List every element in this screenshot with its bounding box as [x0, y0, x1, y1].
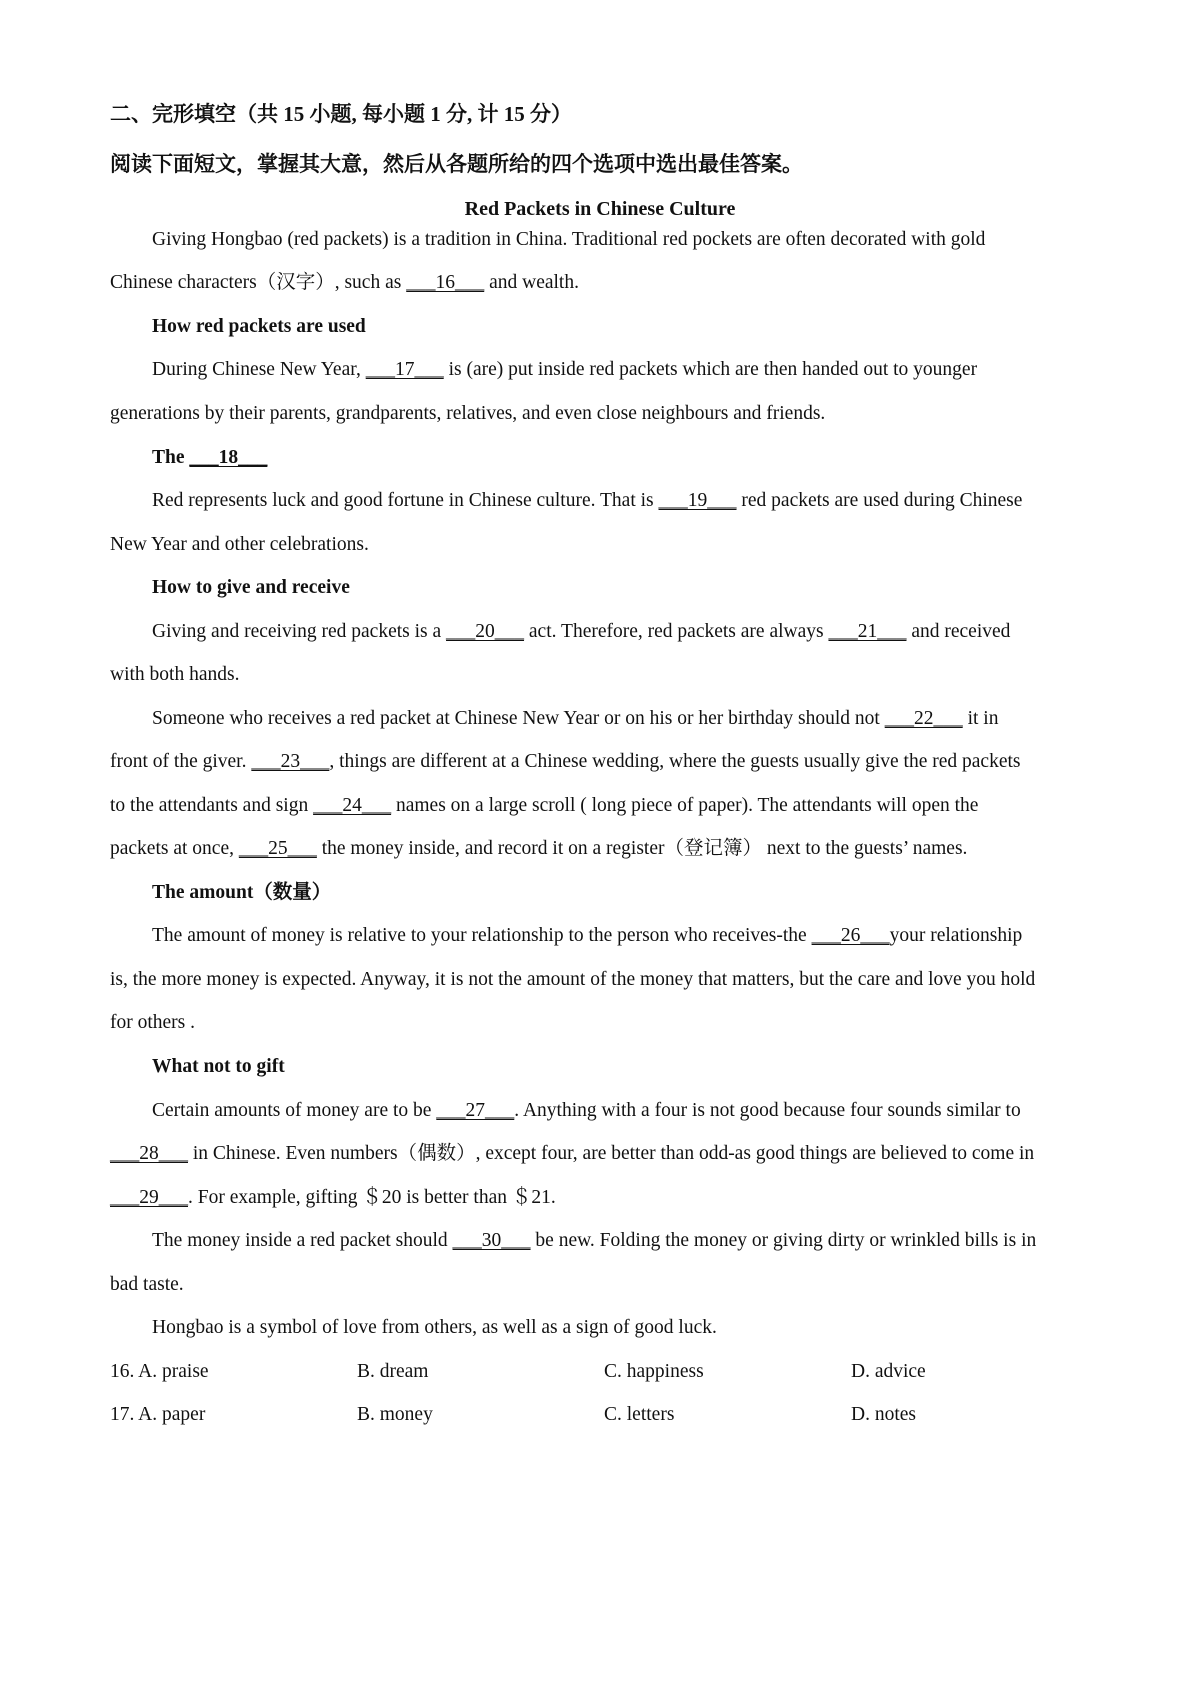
text-run: . For example, gifting ＄20 is better than ＄21. — [188, 1187, 556, 1208]
option-d[interactable]: D. notes — [851, 1404, 916, 1425]
subheading-how-used: How red packets are used — [152, 316, 366, 337]
paragraph-line — [152, 618, 1010, 646]
text-run: packets at once, — [110, 838, 239, 859]
text-run: The — [152, 447, 190, 468]
option-b[interactable]: B. dream — [357, 1361, 429, 1382]
text-run: to the attendants and sign — [110, 795, 314, 816]
text-run: Someone who receives a red packet at Chinese New Year or on his or her birthday should not — [152, 708, 885, 729]
article-title: Red Packets in Chinese Culture — [464, 198, 736, 220]
subheading-give-receive: How to give and receive — [152, 577, 350, 598]
text-run: and wealth. — [484, 272, 579, 293]
text-run: and received — [906, 621, 1011, 642]
blank-18: ___18___ — [189, 447, 268, 468]
blank-28: ___28___ — [110, 1143, 188, 1164]
paragraph-line — [152, 922, 1022, 950]
blank-16: ___16___ — [406, 272, 485, 293]
text-run: During Chinese New Year, — [152, 359, 366, 380]
paragraph-line — [110, 1140, 1034, 1168]
text-run: your relationship — [889, 925, 1023, 946]
paragraph-line — [110, 269, 579, 297]
paragraph-line — [110, 748, 1020, 776]
paragraph-line: generations by their parents, grandparents, relatives, and even close neighbours and friends. — [110, 403, 826, 424]
subheading-amount: The amount（数量） — [152, 882, 332, 903]
blank-29: ___29___ — [110, 1187, 188, 1208]
text-run: front of the giver. — [110, 751, 252, 772]
option-a[interactable]: 16. A. praise — [110, 1361, 209, 1382]
text-run: red packets are used during Chinese — [736, 490, 1023, 511]
blank-22: ___22___ — [884, 708, 963, 729]
text-run: act. Therefore, red packets are always — [524, 621, 829, 642]
section-instruction: 阅读下面短文，掌握其大意，然后从各题所给的四个选项中选出最佳答案。 — [110, 152, 803, 176]
text-run: it in — [962, 708, 999, 729]
blank-19: ___19___ — [658, 490, 737, 511]
text-run: Red represents luck and good fortune in Chinese culture. That is — [152, 490, 659, 511]
blank-20: ___20___ — [446, 621, 525, 642]
paragraph-line — [152, 1097, 1021, 1125]
blank-24: ___24___ — [313, 795, 392, 816]
text-run: Certain amounts of money are to be — [152, 1100, 437, 1121]
option-c[interactable]: C. happiness — [604, 1361, 704, 1382]
text-run: the money inside, and record it on a register（登记簿） next to the guests’ names. — [316, 838, 968, 859]
paragraph-line: Hongbao is a symbol of love from others, as well as a sign of good luck. — [152, 1317, 717, 1338]
subheading-what-not: What not to gift — [152, 1056, 285, 1077]
blank-17: ___17___ — [365, 359, 444, 380]
paragraph-line — [152, 705, 998, 733]
paragraph-line — [152, 356, 977, 384]
text-run: be new. Folding the money or giving dirty or wrinkled bills is in — [530, 1230, 1037, 1251]
option-a[interactable]: 17. A. paper — [110, 1404, 206, 1425]
blank-23: ___23___ — [251, 751, 330, 772]
subheading-the-18 — [152, 444, 267, 472]
blank-25: ___25___ — [238, 838, 317, 859]
blank-26: ___26___ — [811, 925, 890, 946]
paragraph-line: New Year and other celebrations. — [110, 534, 369, 555]
paragraph-line — [110, 835, 967, 863]
paragraph-line — [152, 1227, 1036, 1255]
blank-21: ___21___ — [828, 621, 907, 642]
paragraph-line — [110, 1184, 556, 1212]
text-run: . Anything with a four is not good because four sounds similar to — [514, 1100, 1021, 1121]
paragraph-line: bad taste. — [110, 1274, 184, 1295]
option-c[interactable]: C. letters — [604, 1404, 675, 1425]
paragraph-line — [152, 487, 1022, 515]
blank-27: ___27___ — [436, 1100, 515, 1121]
option-d[interactable]: D. advice — [851, 1361, 926, 1382]
text-run: in Chinese. Even numbers（偶数）, except four, are better than odd-as good things are believed to come in — [188, 1143, 1035, 1164]
text-run: The money inside a red packet should — [152, 1230, 453, 1251]
paragraph-line: with both hands. — [110, 664, 240, 685]
text-run: names on a large scroll ( long piece of paper). The attendants will open the — [391, 795, 979, 816]
text-run: is (are) put inside red packets which are then handed out to younger — [443, 359, 978, 380]
text-run: Giving and receiving red packets is a — [152, 621, 447, 642]
option-b[interactable]: B. money — [357, 1404, 433, 1425]
blank-30: ___30___ — [452, 1230, 531, 1251]
paragraph-line: Giving Hongbao (red packets) is a tradition in China. Traditional red pockets are often decorated with gold — [152, 229, 986, 250]
paragraph-line: is, the more money is expected. Anyway, it is not the amount of the money that matters, but the care and love you hold — [110, 969, 1036, 990]
paragraph-line — [110, 792, 978, 820]
text-run: The amount of money is relative to your relationship to the person who receives-the — [152, 925, 812, 946]
section-title: 二、完形填空（共 15 小题, 每小题 1 分, 计 15 分） — [110, 102, 572, 126]
paragraph-line: for others . — [110, 1012, 196, 1033]
text-run: , things are different at a Chinese wedding, where the guests usually give the red packets — [329, 751, 1021, 772]
text-run: Chinese characters（汉字）, such as — [110, 272, 407, 293]
